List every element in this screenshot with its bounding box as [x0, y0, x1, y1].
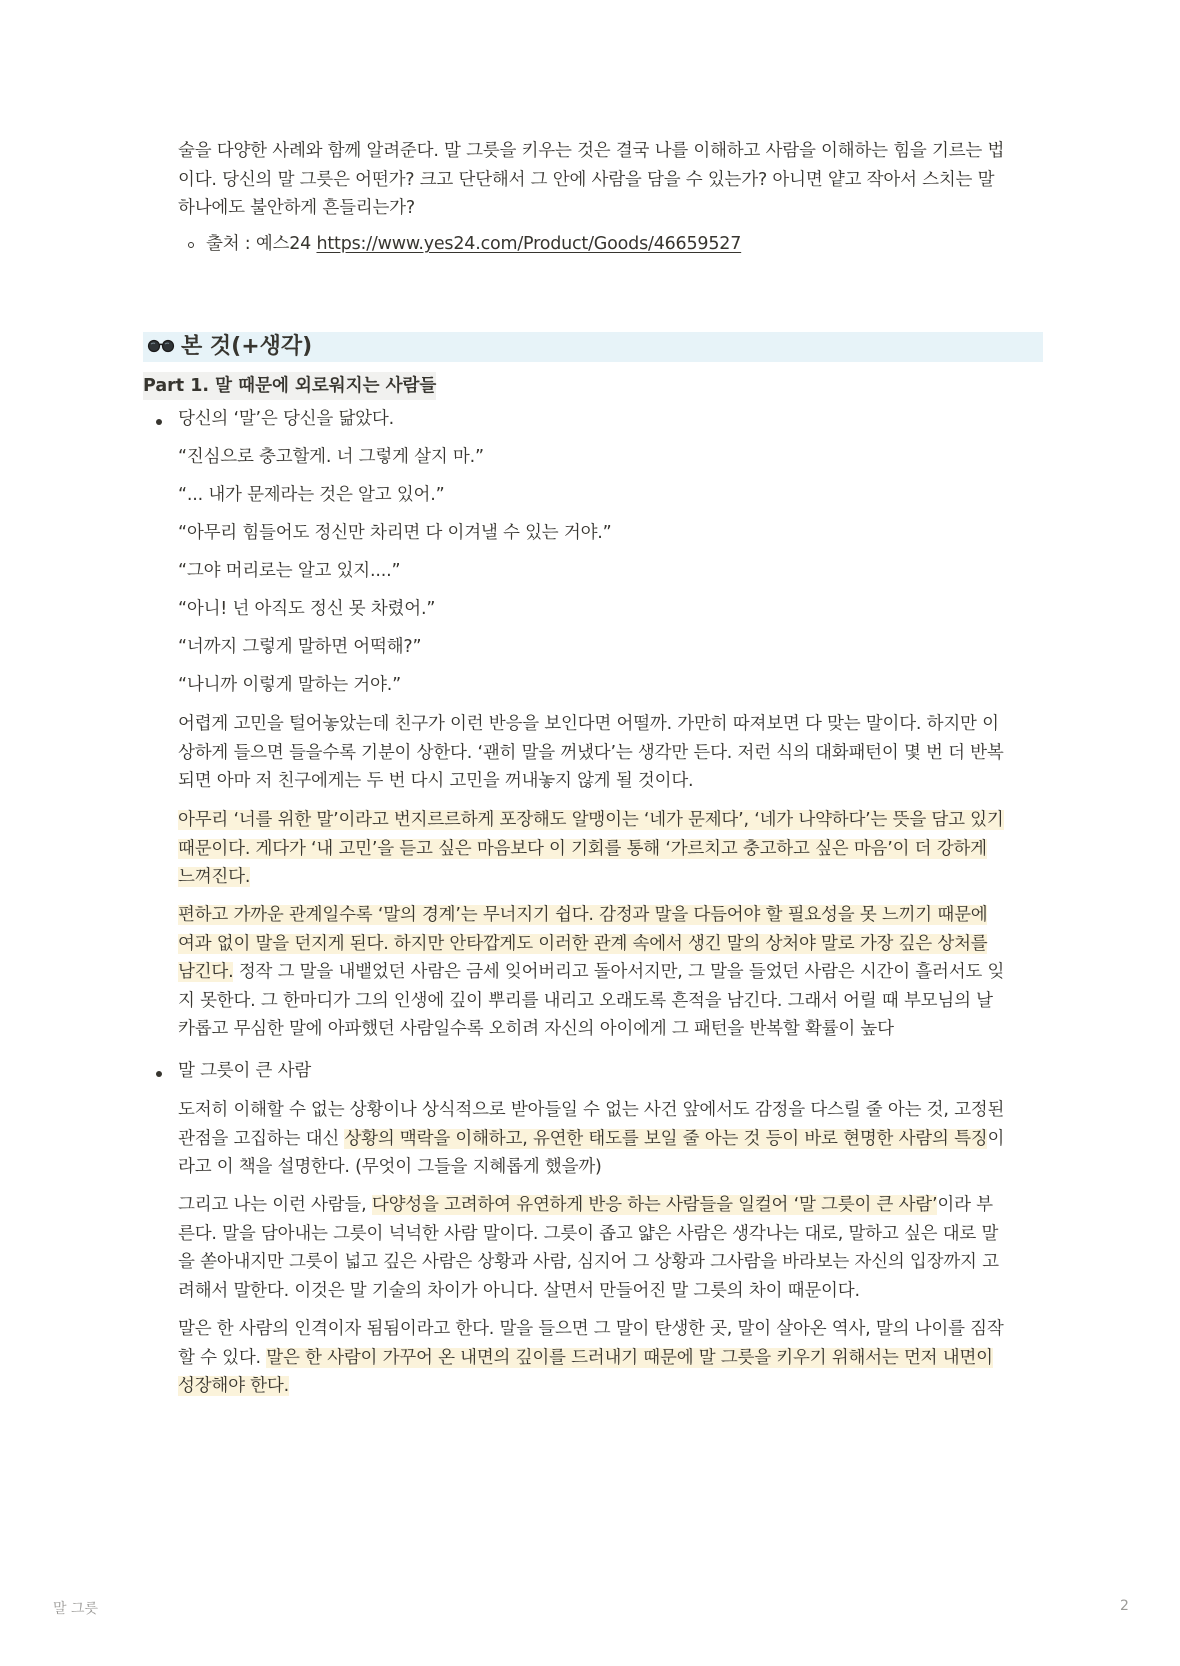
highlighted-text: 상황의 맥락을 이해하고, 유연한 태도를 보일 줄 아는 것 등이 바로 현명한 사람의 특징: [344, 1128, 988, 1149]
sub-bullet-circle-icon: [188, 242, 194, 248]
text-line: 라고 이 책을 설명한다. (무엇이 그들을 지혜롭게 했을까): [178, 1157, 602, 1177]
bullet-1-paragraph-1: [178, 710, 1048, 796]
highlighted-text: 말은 한 사람이 가꾸어 온 내면의 깊이를 드러내기 때문에 말 그릇을 키우기 위해서는 먼저 내면이: [266, 1347, 993, 1368]
bullet-1-paragraph-3: [178, 901, 1048, 1044]
bullet-dot-icon: [156, 419, 162, 425]
text-line: 관점을 고집하는 대신: [178, 1128, 345, 1149]
highlighted-text: 성장해야 한다.: [178, 1376, 289, 1396]
quote-4: “그야 머리로는 알고 있지....”: [178, 561, 401, 581]
quote-3: “아무리 힘들어도 정신만 차리면 다 이겨낼 수 있는 거야.”: [178, 523, 612, 543]
highlighted-text: 아무리 ‘너를 위한 말’이라고 번지르르하게 포장해도 알맹이는 ‘네가 문제다’, ‘네가 나약하다’는 뜻을 담고 있기: [178, 810, 1004, 830]
source-line: [206, 230, 1076, 259]
bullet-1-paragraph-2-highlighted: [178, 806, 1048, 892]
bullet-1-title: 당신의 ‘말’은 당신을 닮았다.: [178, 409, 394, 429]
intro-line-1: 술을 다양한 사례와 함께 알려준다. 말 그릇을 키우는 것은 결국 나를 이해하고 사람을 이해하는 힘을 기르는 법: [178, 141, 1005, 161]
highlighted-text: 여과 없이 말을 던지게 된다. 하지만 안타깝게도 이러한 관계 속에서 생긴 말의 상처야 말로 가장 깊은 상처를: [178, 933, 988, 954]
text-line: 을 쏟아내지만 그릇이 넓고 깊은 사람은 상황과 사람, 심지어 그 상황과 그사람을 바라보는 자신의 입장까지 고: [178, 1252, 999, 1272]
quote-2: “... 내가 문제라는 것은 알고 있어.”: [178, 485, 445, 505]
glasses-icon: [147, 330, 175, 364]
text-line: 되면 아마 저 친구에게는 두 번 다시 고민을 꺼내놓지 않게 될 것이다.: [178, 771, 694, 791]
quote-6: “너까지 그렇게 말하면 어떡해?”: [178, 637, 422, 657]
intro-line-3: 하나에도 불안하게 흔들리는가?: [178, 198, 415, 218]
intro-paragraph: [178, 137, 1048, 223]
bullet-dot-icon: [156, 1071, 162, 1077]
bullet-2-paragraph-2: [178, 1191, 1048, 1305]
text-line: 상하게 들으면 들을수록 기분이 상한다. ‘괜히 말을 꺼냈다’는 생각만 든다. 저런 식의 대화패턴이 몇 번 더 반복: [178, 742, 1004, 763]
text-line: 려해서 말한다. 이것은 말 기술의 차이가 아니다. 살면서 만들어진 말 그릇의 차이 때문이다.: [178, 1280, 860, 1301]
intro-line-2: 이다. 당신의 말 그릇은 어떤가? 크고 단단해서 그 안에 사람을 담을 수 있는가? 아니면 얕고 작아서 스치는 말: [178, 169, 995, 190]
section-title: 본 것(+생각): [181, 334, 313, 359]
quote-5: “아니! 넌 아직도 정신 못 차렸어.”: [178, 599, 436, 619]
source-link[interactable]: https://www.yes24.com/Product/Goods/46659527: [316, 234, 742, 254]
highlighted-text: 느껴진다.: [178, 867, 251, 887]
bullet-2-paragraph-3: [178, 1315, 1048, 1401]
section-heading: [147, 330, 312, 364]
text-line: 카롭고 무심한 말에 아파했던 사람일수록 오히려 자신의 아이에게 그 패턴을 반복할 확률이 높다: [178, 1019, 894, 1039]
text-line: 어렵게 고민을 털어놓았는데 친구가 이런 반응을 보인다면 어떨까. 가만히 따져보면 다 맞는 말이다. 하지만 이: [178, 714, 999, 734]
text-line: 할 수 있다.: [178, 1347, 267, 1368]
text-line: 정작 그 말을 내뱉었던 사람은 금세 잊어버리고 돌아서지만, 그 말을 들었던 사람은 시간이 흘러서도 잊: [233, 962, 1005, 982]
quote-7: “나니까 이렇게 말하는 거야.”: [178, 675, 401, 695]
highlighted-text: 남긴다.: [178, 962, 234, 982]
text-line: 이: [987, 1128, 1005, 1149]
quote-1: “진심으로 충고할게. 너 그렇게 살지 마.”: [178, 447, 484, 467]
highlighted-text: 다양성을 고려하여 유연하게 반응 하는 사람들을 일컬어 ‘말 그릇이 큰 사람’: [371, 1195, 938, 1215]
text-line: 도저히 이해할 수 없는 상황이나 상식적으로 받아들일 수 없는 사건 앞에서도 감정을 다스릴 줄 아는 것, 고정된: [178, 1100, 1005, 1120]
text-line: 른다. 말을 담아내는 그릇이 넉넉한 사람 말이다. 그릇이 좁고 얇은 사람은 생각나는 대로, 말하고 싶은 대로 말: [178, 1223, 999, 1244]
text-line: 이라 부: [937, 1195, 993, 1215]
text-line: 지 못한다. 그 한마디가 그의 인생에 깊이 뿌리를 내리고 오래도록 흔적을 남긴다. 그래서 어릴 때 부모님의 날: [178, 990, 993, 1011]
footer-page-number: 2: [1120, 1598, 1129, 1614]
bullet-2-title: 말 그릇이 큰 사람: [178, 1061, 312, 1081]
footer-document-title: 말 그릇: [53, 1601, 99, 1617]
part-heading: Part 1. 말 때문에 외로워지는 사람들: [143, 372, 436, 400]
highlighted-text: 때문이다. 게다가 ‘내 고민’을 듣고 싶은 마음보다 이 기회를 통해 ‘가르치고 충고하고 싶은 마음’이 더 강하게: [178, 838, 987, 859]
text-line: 그리고 나는 이런 사람들,: [178, 1195, 372, 1215]
highlighted-text: 편하고 가까운 관계일수록 ‘말의 경계’는 무너지기 쉽다. 감정과 말을 다듬어야 할 필요성을 못 느끼기 때문에: [178, 905, 988, 925]
text-line: 말은 한 사람의 인격이자 됨됨이라고 한다. 말을 들으면 그 말이 탄생한 곳, 말이 살아온 역사, 말의 나이를 짐작: [178, 1319, 1004, 1339]
bullet-2-paragraph-1: [178, 1096, 1048, 1182]
source-label: 출처 : 예스24: [206, 234, 317, 254]
